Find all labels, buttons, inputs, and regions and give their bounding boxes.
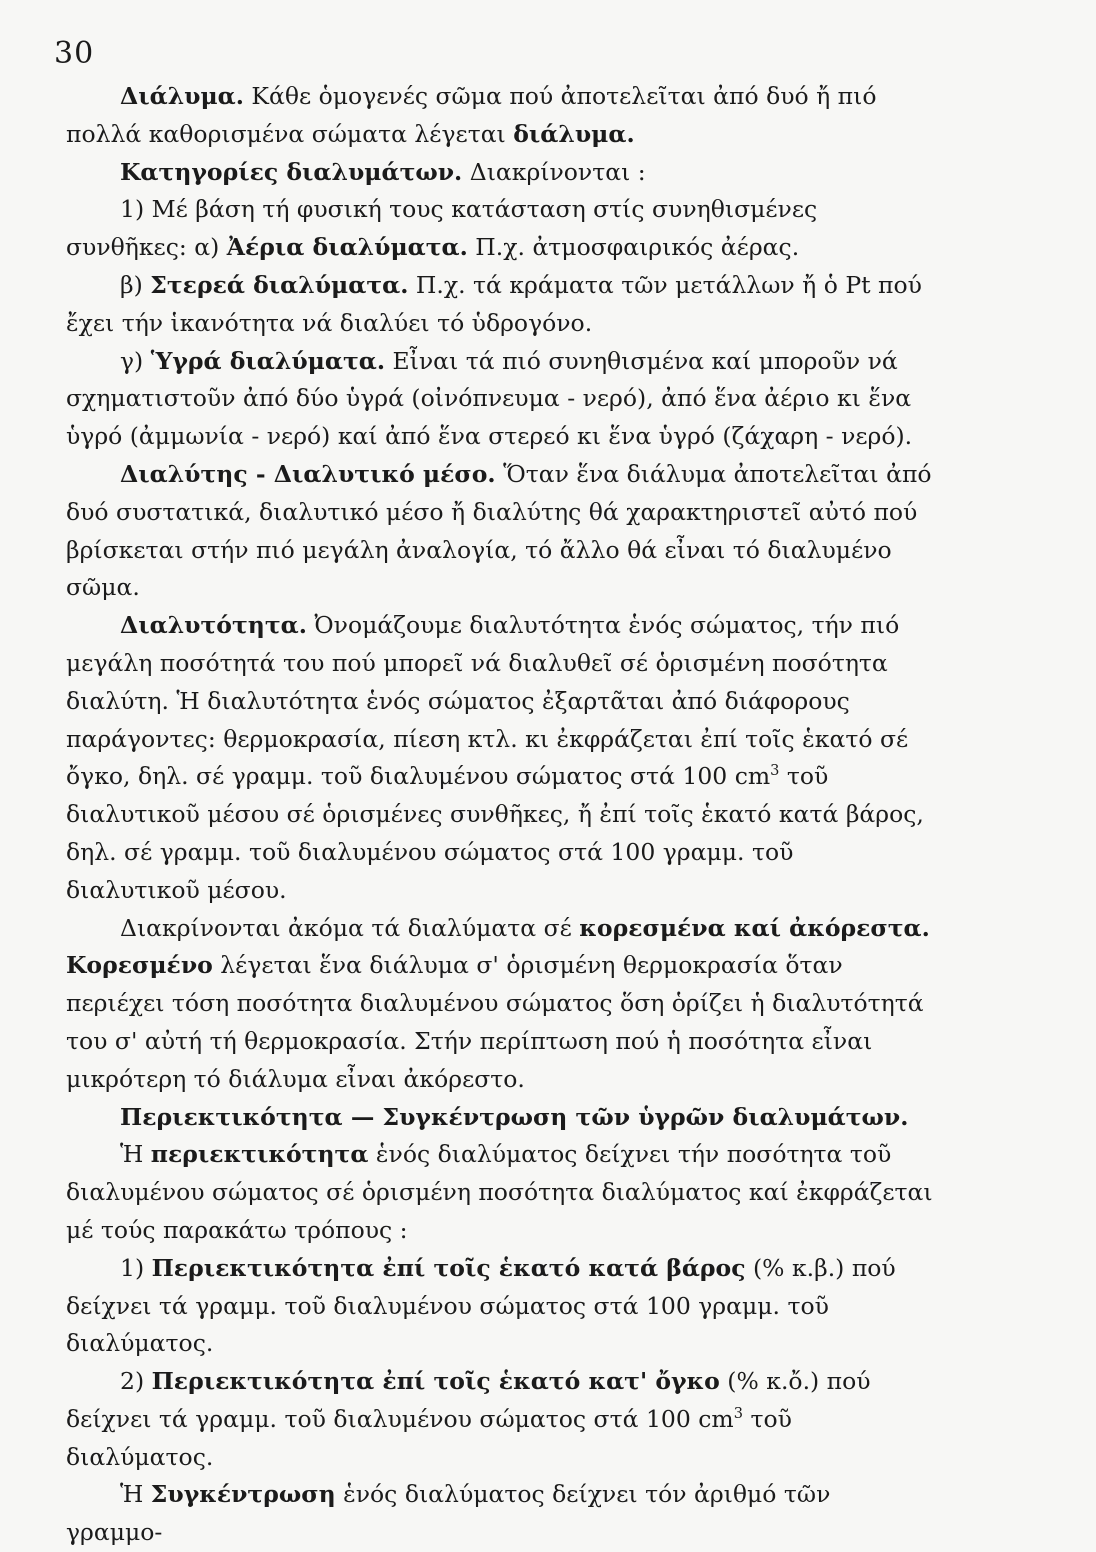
text: Διακρίνονται ἀκόμα τά διαλύματα σέ bbox=[120, 913, 580, 942]
term-solvent: Διαλύτης - Διαλυτικό μέσο. bbox=[120, 459, 496, 488]
text: 2) bbox=[120, 1367, 152, 1396]
term-saturated: Κορεσμένο bbox=[66, 951, 213, 980]
text: β) bbox=[120, 270, 151, 299]
paragraph-gas-solutions bbox=[66, 191, 934, 267]
text: Διακρίνονται : bbox=[462, 157, 646, 186]
text: ἑνός διαλύματος δείχνει τήν ποσότητα τοῦ διαλυμένου σώματος σέ ὁρισμένη ποσότητα διαλύματος καί ἐκφράζεται μέ τούς παρακάτω τρόπους : bbox=[66, 1140, 933, 1244]
paragraph-solubility bbox=[66, 607, 934, 909]
paragraph-categories bbox=[66, 154, 934, 192]
term-liquid-solutions: Ὑγρά διαλύματα. bbox=[150, 346, 386, 375]
text: (% κ.β.) πού δείχνει τά γραμμ. τοῦ διαλυμένου σώματος στά 100 γραμμ. τοῦ διαλύματος. bbox=[66, 1253, 896, 1358]
text: λέγεται ἕνα διάλυμα σ' ὁρισμένη θερμοκρασία ὅταν περιέχει τόση ποσότητα διαλυμένου σώματος ὅση ὁρίζει ἡ διαλυτότητά του σ' αὐτή τή θερμοκρασία. Στήν περίπτωση πού ἡ ποσότητα εἶναι μικρότερη τό διάλυμα εἶναι ἀκόρεστο. bbox=[66, 951, 924, 1093]
paragraph-solution-definition bbox=[66, 78, 934, 154]
term-categories: Κατηγορίες διαλυμάτων. bbox=[120, 157, 463, 186]
text: γ) bbox=[120, 346, 151, 375]
paragraph-saturation-types bbox=[66, 910, 934, 948]
term-gas-solutions: Ἀέρια διαλύματα. bbox=[226, 233, 468, 262]
superscript: 3 bbox=[770, 762, 780, 780]
text: Π.χ. τά κράματα τῶν μετάλλων ἤ ὁ Pt πού ἔχει τήν ἱκανότητα νά διαλύει τό ὑδρογόνο. bbox=[66, 270, 922, 337]
term-volume-percent: Περιεκτικότητα ἐπί τοῖς ἑκατό κατ' ὄγκο bbox=[151, 1367, 720, 1396]
page-number: 30 bbox=[54, 36, 95, 71]
text: Ὀνομάζουμε διαλυτότητα ἑνός σώματος, τήν πιό μεγάλη ποσότητά του πού μπορεῖ νά διαλυθεῖ σέ ὁρισμένη ποσότητα διαλύτη. Ἡ διαλυτότητα ἑνός σώματος ἐξαρτᾶται ἀπό διάφορους παράγοντες: θερμοκρασία, πίεση κτλ. κι ἐκφράζεται ἐπί τοῖς ἑκατό σέ ὄγκο, δηλ. σέ γραμμ. τοῦ διαλυμένου σώματος στά 100 cm bbox=[66, 611, 909, 791]
paragraph-volume-percent bbox=[66, 1363, 934, 1476]
text: τοῦ διαλύματος. bbox=[66, 1404, 792, 1471]
paragraph-saturated bbox=[66, 947, 934, 1098]
term-solubility: Διαλυτότητα. bbox=[120, 611, 307, 640]
body-text bbox=[66, 78, 934, 1552]
heading-concentration bbox=[66, 1099, 934, 1137]
term-saturated-unsaturated: κορεσμένα καί ἀκόρεστα. bbox=[579, 913, 930, 942]
text: Ἡ bbox=[120, 1480, 151, 1509]
term-concentration: Συγκέντρωση bbox=[150, 1480, 336, 1509]
paragraph-weight-percent bbox=[66, 1250, 934, 1363]
paragraph-content bbox=[66, 1136, 934, 1249]
text: Εἶναι τά πιό συνηθισμένα καί μποροῦν νά σχηματιστοῦν ἀπό δύο ὑγρά (οἰνόπνευμα - νερό), ἀπό ἕνα ἀέριο κι ἕνα ὑγρό (ἀμμωνία - νερό) καί ἀπό ἕνα στερεό κι ἕνα ὑγρό (ζάχαρη - νερό). bbox=[66, 346, 913, 451]
term-concentration-heading: Περιεκτικότητα — Συγκέντρωση τῶν ὑγρῶν διαλυμάτων. bbox=[120, 1102, 909, 1131]
paragraph-solvent bbox=[66, 456, 934, 607]
text: Ὅταν ἕνα διάλυμα ἀποτελεῖται ἀπό δυό συστατικά, διαλυτικό μέσο ἤ διαλύτης θά χαρακτηριστεῖ αὐτό πού βρίσκεται στήν πιό μεγάλη ἀναλογία, τό ἄλλο θά εἶναι τό διαλυμένο σῶμα. bbox=[66, 459, 932, 602]
paragraph-liquid-solutions bbox=[66, 343, 934, 456]
text: τοῦ διαλυτικοῦ μέσου σέ ὁρισμένες συνθῆκες, ἤ ἐπί τοῖς ἑκατό κατά βάρος, δηλ. σέ γραμμ. τοῦ διαλυμένου σώματος στά 100 γραμμ. τοῦ διαλυτικοῦ μέσου. bbox=[66, 762, 924, 904]
text: 1) bbox=[120, 1253, 152, 1282]
text: 1) Μέ βάση τή φυσική τους κατάσταση στίς συνηθισμένες συνθῆκες: α) bbox=[66, 195, 818, 262]
paragraph-concentration bbox=[66, 1476, 934, 1552]
term-solid-solutions: Στερεά διαλύματα. bbox=[150, 270, 409, 299]
text: Π.χ. ἀτμοσφαιρικός ἀέρας. bbox=[467, 233, 800, 262]
text: (% κ.ὄ.) πού δείχνει τά γραμμ. τοῦ διαλυμένου σώματος στά 100 cm bbox=[66, 1367, 871, 1433]
term-solution-bold: διάλυμα. bbox=[513, 119, 635, 148]
term-content: περιεκτικότητα bbox=[150, 1140, 369, 1169]
text: Κάθε ὁμογενές σῶμα πού ἀποτελεῖται ἀπό δυό ἤ πιό πολλά καθορισμένα σώματα λέγεται bbox=[66, 82, 877, 148]
text: ἑνός διαλύματος δείχνει τόν ἀριθμό τῶν γραμμο- bbox=[66, 1480, 831, 1547]
superscript: 3 bbox=[733, 1405, 743, 1423]
text: Ἡ bbox=[120, 1140, 151, 1169]
paragraph-solid-solutions bbox=[66, 267, 934, 343]
term-solution: Διάλυμα. bbox=[120, 82, 244, 110]
term-weight-percent: Περιεκτικότητα ἐπί τοῖς ἑκατό κατά βάρος bbox=[151, 1253, 746, 1282]
